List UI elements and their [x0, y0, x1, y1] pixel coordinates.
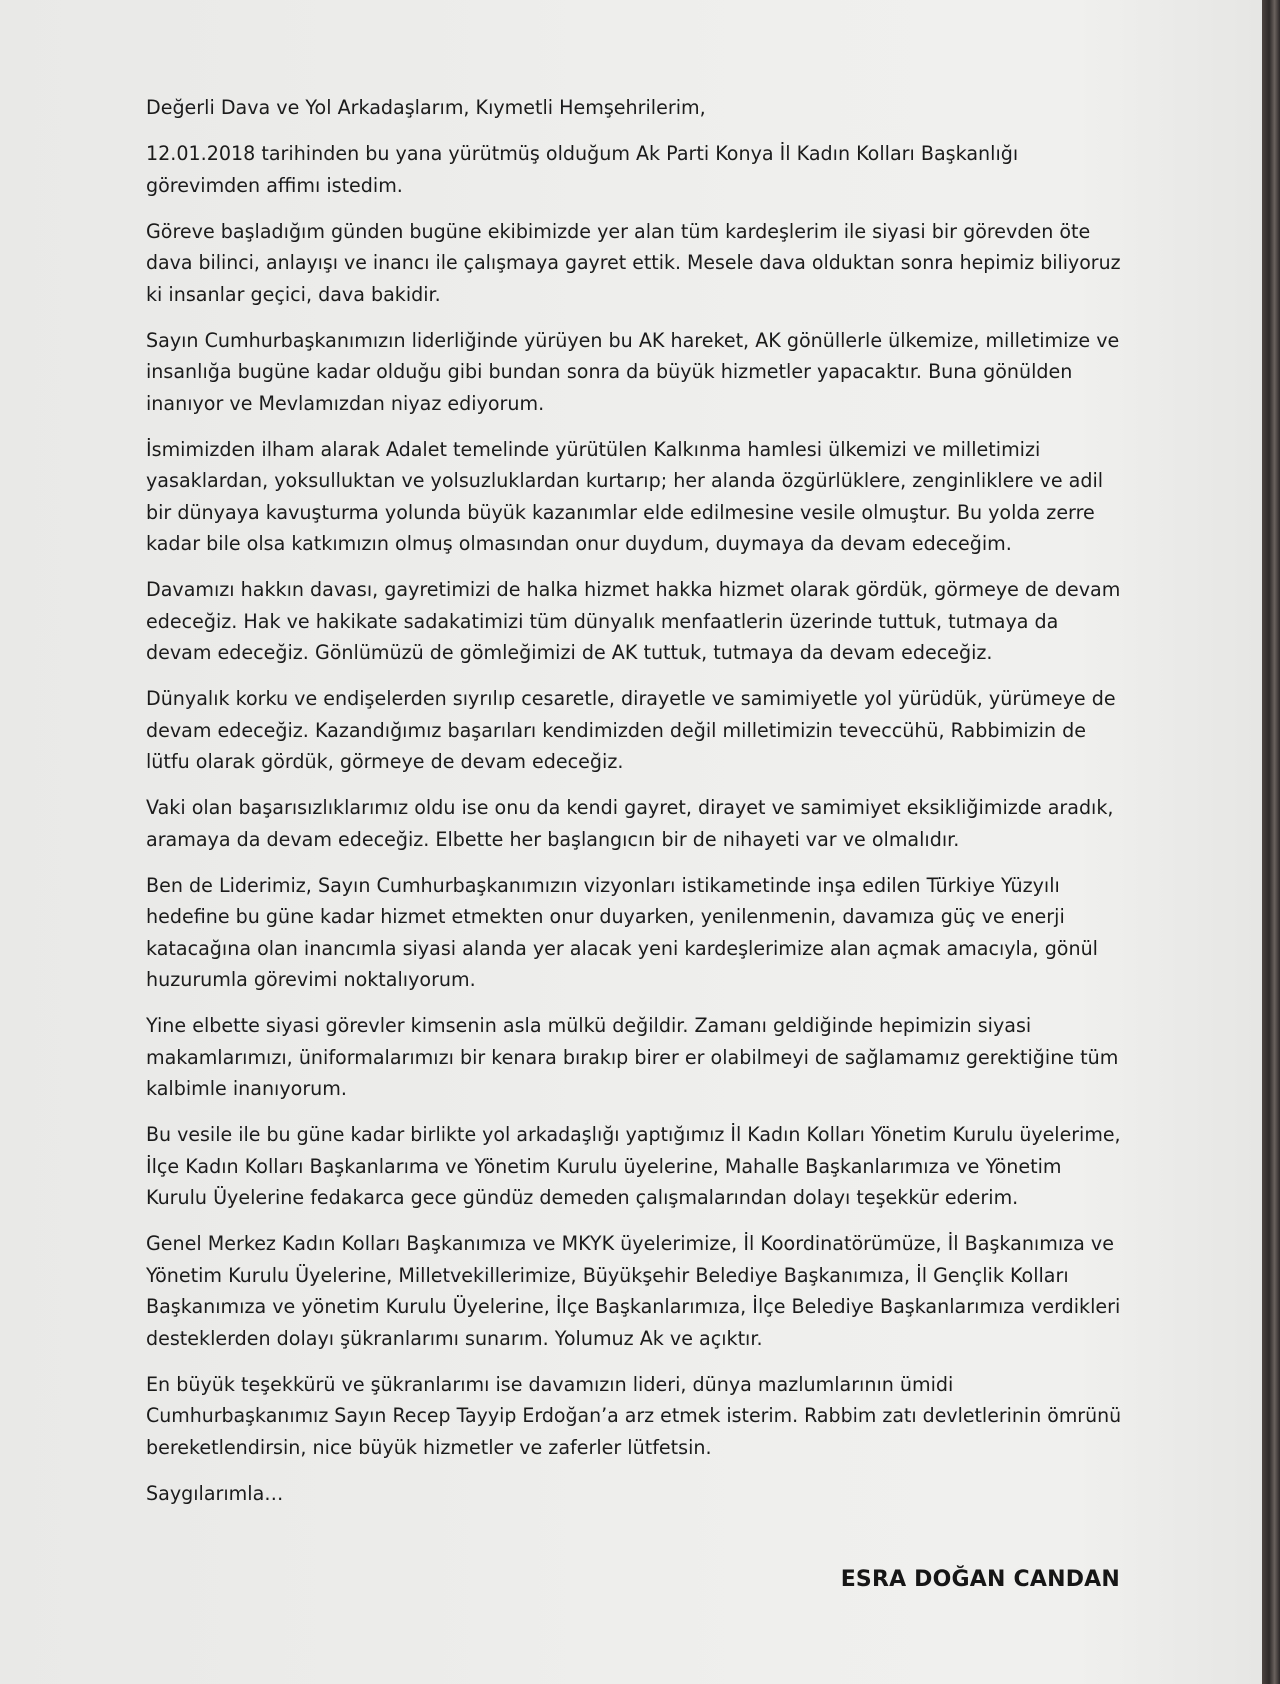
- text-line: İsmimizden ilham alarak Adalet temelinde yürütülen Kalkınma hamlesi ülkemizi ve milletimizi: [146, 437, 1041, 461]
- paragraph: [146, 1228, 1126, 1354]
- paragraph: [146, 1119, 1126, 1214]
- text-line: desteklerden dolayı şükranlarımı sunarım. Yolumuz Ak ve açıktır.: [146, 1326, 763, 1350]
- text-line: kalbimle inanıyorum.: [146, 1077, 347, 1100]
- text-line: insanlığa bugüne kadar olduğu gibi bundan sonra da büyük hizmetler yapacaktır. Buna gönülden: [146, 360, 1073, 383]
- text-line: katacağına olan inancımla siyasi alanda yer alacak yeni kardeşlerimize alan açmak amacıyla, gönül: [146, 936, 1098, 960]
- text-line: Davamızı hakkın davası, gayretimizi de halka hizmet hakka hizmet olarak gördük, görmeye de devam: [146, 578, 1121, 601]
- text-line: huzurumla görevimi noktalıyorum.: [146, 968, 476, 991]
- text-line: Dünyalık korku ve endişelerden sıyrılıp cesaretle, dirayetle ve samimiyetle yol yürüdük, yürümeye de: [146, 687, 1116, 710]
- text-line: İlçe Kadın Kolları Başkanlarıma ve Yönetim Kurulu üyelerine, Mahalle Başkanlarımıza ve Yönetim: [146, 1154, 1062, 1178]
- text-line: Vaki olan başarısızlıklarımız oldu ise onu da kendi gayret, dirayet ve samimiyet eksikliğimizde aradık,: [146, 796, 1114, 819]
- paragraph: [146, 434, 1126, 560]
- text-line: görevimden affimı istedim.: [146, 173, 403, 197]
- paragraph: [146, 1010, 1126, 1105]
- letter-body: [146, 92, 1126, 1524]
- text-line: En büyük teşekkürü ve şükranlarımı ise davamızın lideri, dünya mazlumlarının ümidi: [146, 1372, 954, 1396]
- text-line: inanıyor ve Mevlamızdan niyaz ediyorum.: [146, 391, 545, 415]
- text-line: yasaklardan, yoksulluktan ve yolsuzluklardan kurtarıp; her alanda özgürlüklere, zenginliklere ve adil: [146, 469, 1104, 492]
- text-line: aramaya da devam edeceğiz. Elbette her başlangıcın bir de nihayeti var ve olmalıdır.: [146, 827, 960, 851]
- text-line: makamlarımızı, üniformalarımızı bir kenara bırakıp birer er olabilmeyi de sağlamamız gerektiğine tüm: [146, 1045, 1119, 1069]
- signature-name: ESRA DOĞAN CANDAN: [840, 1567, 1120, 1592]
- text-line: bereketlendirsin, nice büyük hizmetler ve zaferler lütfetsin.: [146, 1435, 712, 1459]
- salutation: [146, 92, 1126, 124]
- paragraph: [146, 216, 1126, 311]
- text-line: Sayın Cumhurbaşkanımızın liderliğinde yürüyen bu AK hareket, AK gönüllerle ülkemize, milletimize ve: [146, 328, 1120, 352]
- text-line: edeceğiz. Hak ve hakikate sadakatimizi tüm dünyalık menfaatlerin üzerinde tuttuk, tutmaya da: [146, 609, 1059, 633]
- text-line: devam edeceğiz. Gönlümüzü de gömleğimizi de AK tuttuk, tutmaya da devam edeceğiz.: [146, 641, 993, 664]
- paragraph: [146, 138, 1126, 201]
- text-line: Bu vesile ile bu güne kadar birlikte yol arkadaşlığı yaptığımız İl Kadın Kolları Yönetim Kurulu üyelerime,: [146, 1123, 1121, 1146]
- text-line: Cumhurbaşkanımız Sayın Recep Tayyip Erdoğan’a arz etmek isterim. Rabbim zatı devletlerinin ömrünü: [146, 1404, 1122, 1427]
- text-line: 12.01.2018 tarihinden bu yana yürütmüş olduğum Ak Parti Konya İl Kadın Kolları Başkanlığı: [146, 142, 1019, 165]
- text-line: Yine elbette siyasi görevler kimsenin asla mülkü değildir. Zamanı geldiğinde hepimizin siyasi: [146, 1014, 1032, 1037]
- text-line: Yönetim Kurulu Üyelerine, Milletvekillerimize, Büyükşehir Belediye Başkanımıza, İl Gençlik Kolları: [146, 1263, 1069, 1287]
- text-line: Ben de Liderimiz, Sayın Cumhurbaşkanımızın vizyonları istikametinde inşa edilen Türkiye Yüzyılı: [146, 873, 1060, 897]
- text-line: lütfu olarak gördük, görmeye de devam edeceğiz.: [146, 750, 624, 773]
- text-line: kadar bile olsa katkımızın olmuş olmasından onur duydum, duymaya da devam edeceğim.: [146, 532, 1012, 555]
- text-line: dava bilinci, anlayışı ve inancı ile çalışmaya gayret ettik. Mesele dava olduktan sonra hepimiz biliyoruz: [146, 251, 1121, 274]
- text-line: ki insanlar geçici, dava bakidir.: [146, 282, 441, 306]
- paragraph: [146, 574, 1126, 669]
- closing: [146, 1478, 1126, 1510]
- text-line: Kurulu Üyelerine fedakarca gece gündüz demeden çalışmalarından dolayı teşekkür ederim.: [146, 1186, 1019, 1209]
- text-line: Genel Merkez Kadın Kolları Başkanımıza ve MKYK üyelerimize, İl Koordinatörümüze, İl Başkanımıza ve: [146, 1232, 1114, 1255]
- text-line: Başkanımıza ve yönetim Kurulu Üyelerine, İlçe Başkanlarımıza, İlçe Belediye Başkanlarımıza verdikleri: [146, 1295, 1121, 1318]
- text-line: bir dünyaya kavuşturma yolunda büyük kazanımlar elde edilmesine vesile olmuştur. Bu yolda zerre: [146, 500, 1095, 524]
- paper-edge-shadow: [1262, 0, 1280, 1684]
- paragraph: [146, 792, 1126, 855]
- text-line: Değerli Dava ve Yol Arkadaşlarım, Kıymetli Hemşehrilerim,: [146, 96, 706, 119]
- paragraph: [146, 683, 1126, 778]
- paragraph: [146, 1369, 1126, 1464]
- paragraph: [146, 870, 1126, 996]
- text-line: devam edeceğiz. Kazandığımız başarıları kendimizden değil milletimizin teveccühü, Rabbimizin de: [146, 718, 1087, 742]
- text-line: hedefine bu güne kadar hizmet etmekten onur duyarken, yenilenmenin, davamıza güç ve enerji: [146, 905, 1065, 928]
- text-line: Göreve başladığım günden bugüne ekibimizde yer alan tüm kardeşlerim ile siyasi bir görevden öte: [146, 219, 1091, 243]
- paragraph: [146, 325, 1126, 420]
- text-line: Saygılarımla…: [146, 1481, 284, 1505]
